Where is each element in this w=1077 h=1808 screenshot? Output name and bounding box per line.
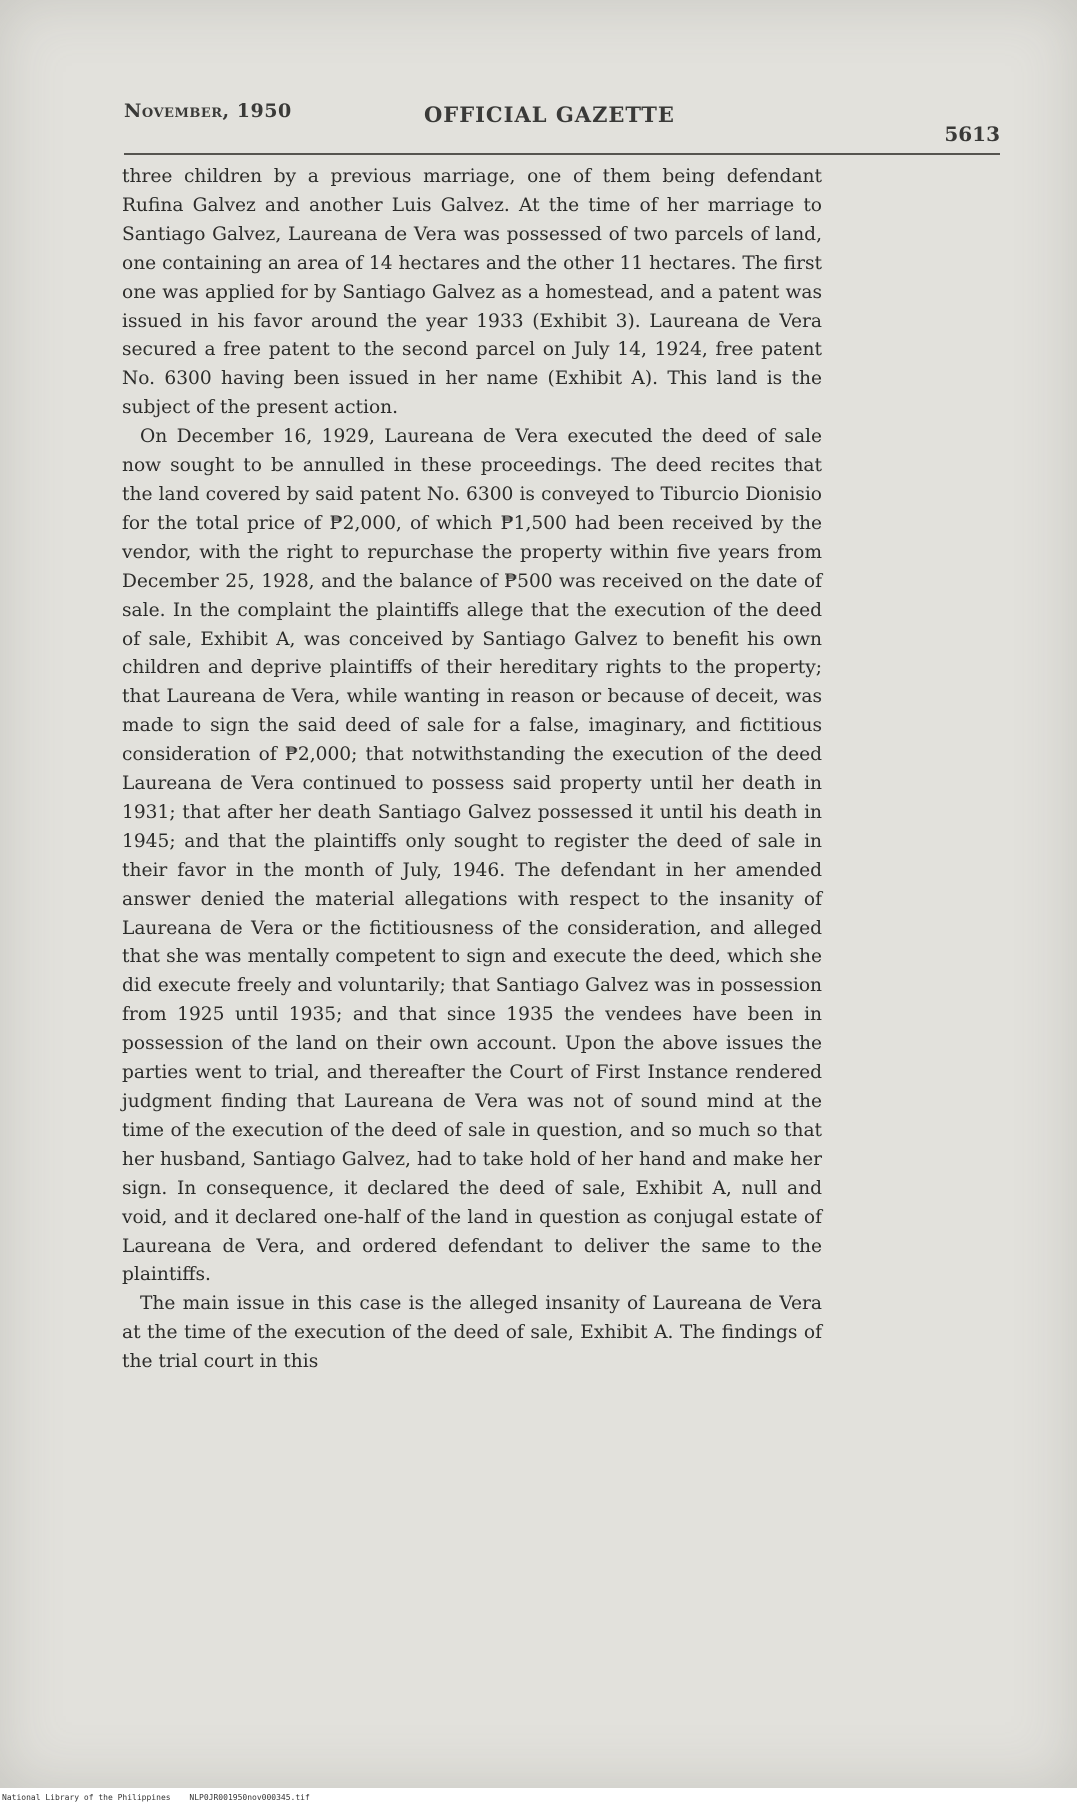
paragraph-continued: three children by a previous marriage, one of them being defendant Rufina Galvez and another Luis Galvez. At the time of her marriage to Santiago Galvez, Laureana de Vera was possessed of two parcels of land, one containing an area of 14 hectares and the other 11 hectares. The first one was applied for by Santiago Galvez as a homestead, and a patent was issued in his favor around the year 1933 (Exhibit 3). Laureana de Vera secured a free patent to the second parcel on July 14, 1924, free patent No. 6300 having been issued in her name (Exhibit A). This land is the subject of the present action. [122, 166, 822, 419]
header-date: November, 1950 [124, 100, 292, 122]
paragraph: On December 16, 1929, Laureana de Vera executed the deed of sale now sought to be annulled in these proceedings. The deed recites that the land covered by said patent No. 6300 is conveyed to Tiburcio Dionisio for the total price of ₱2,000, of which ₱1,500 had been received by the vendor, with the right to repurchase the property within five years from December 25, 1928, and the balance of ₱500 was received on the date of sale. In the complaint the plaintiffs allege that the execution of the deed of sale, Exhibit A, was conceived by Santiago Galvez to benefit his own children and deprive plaintiffs of their hereditary rights to the property; that Laureana de Vera, while wanting in reason or because of deceit, was made to sign the said deed of sale for a false, imaginary, and fictitious consideration of ₱2,000; that notwithstanding the execution of the deed Laureana de Vera continued to possess said property until her death in 1931; that after her death Santiago Galvez possessed it until his death in 1945; and that the plaintiffs only sought to register the deed of sale in their favor in the month of July, 1946. The defendant in her amended answer denied the material allegations with respect to the insanity of Laureana de Vera or the fictitiousness of the consideration, and alleged that she was mentally competent to sign and execute the deed, which she did execute freely and voluntarily; that Santiago Galvez was in possession from 1925 until 1935; and that since 1935 the vendees have been in possession of the land on their own account. Upon the above issues the parties went to trial, and thereafter the Court of First Instance rendered judgment finding that Laureana de Vera was not of sound mind at the time of the execution of the deed of sale in question, and so much so that her husband, Santiago Galvez, had to take hold of her hand and make her sign. In consequence, it declared the deed of sale, Exhibit A, null and void, and it declared one-half of the land in question as conjugal estate of Laureana de Vera, and ordered defendant to deliver the same to the plaintiffs. [122, 426, 822, 1286]
page-number: 5613 [944, 122, 1000, 146]
article-body [122, 163, 822, 1377]
file-name: NLP0JR001950nov000345.tif [189, 1793, 310, 1802]
paragraph: The main issue in this case is the alleged insanity of Laureana de Vera at the time of the execution of the deed of sale, Exhibit A. The findings of the trial court in this [122, 1293, 822, 1373]
header-rule [124, 153, 1000, 155]
page-header [124, 100, 1000, 146]
publication-title: OFFICIAL GAZETTE [424, 102, 675, 127]
library-credit: National Library of the Philippines [2, 1793, 171, 1802]
scan-footer [2, 1791, 1072, 1805]
